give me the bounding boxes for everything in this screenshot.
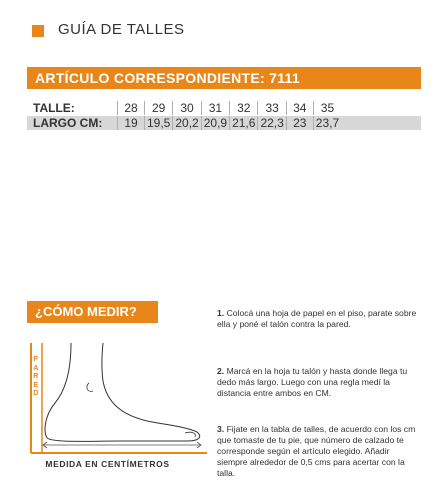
talle-cell: 31 [201, 101, 229, 116]
step-text: Colocá una hoja de papel en el piso, parate sobre ella y poné el talón contra la pared. [217, 308, 417, 329]
page-title: GUÍA DE TALLES [58, 21, 185, 38]
largo-cell: 23 [286, 116, 313, 131]
step-text: Marcá en la hoja tu talón y hasta donde llega tu dedo más largo. Luego con una regla medí la distancia entre ambos en CM. [217, 366, 408, 398]
foot-diagram [27, 341, 212, 463]
instruction-step-1 [217, 308, 417, 330]
size-table [27, 101, 421, 130]
step-number: 3. [217, 424, 225, 434]
talle-cell: 29 [145, 101, 173, 116]
step-number: 2. [217, 366, 225, 376]
largo-label: LARGO CM: [27, 116, 118, 131]
largo-cell: 20,9 [201, 116, 229, 131]
toe-mark [185, 432, 195, 437]
talle-row [27, 101, 421, 116]
article-bar: ARTÍCULO CORRESPONDIENTE: 7111 [27, 67, 421, 89]
talle-cell: 34 [286, 101, 313, 116]
how-to-measure-tab: ¿CÓMO MEDIR? [27, 301, 158, 323]
largo-cell: 19,5 [145, 116, 173, 131]
largo-cell: 21,6 [230, 116, 258, 131]
talle-cell: 32 [230, 101, 258, 116]
talle-label: TALLE: [27, 101, 118, 116]
talle-cell: 35 [313, 101, 341, 116]
measure-label: MEDIDA EN CENTÍMETROS [45, 459, 170, 469]
step-number: 1. [217, 308, 225, 318]
instruction-step-2 [217, 366, 417, 399]
largo-cell: 19 [118, 116, 145, 131]
talle-cell: 28 [118, 101, 145, 116]
talle-cell: 30 [173, 101, 201, 116]
table-filler [341, 116, 421, 131]
largo-cell: 20,2 [173, 116, 201, 131]
step-text: Fijate en la tabla de talles, de acuerdo con los cm que tomaste de tu pie, que número de calzado te corresponde según el artículo elegido. Añadir siempre alrededor de 0,5 cms para acertar con la talla. [217, 424, 416, 478]
table-filler [341, 101, 421, 116]
ankle-mark [87, 383, 93, 391]
wall-label: P A R E D [33, 356, 39, 397]
largo-row [27, 116, 421, 131]
instruction-step-3 [217, 424, 417, 479]
header-square-marker [32, 25, 44, 37]
talle-cell: 33 [258, 101, 286, 116]
largo-cell: 23,7 [313, 116, 341, 131]
foot-outline [45, 343, 200, 441]
largo-cell: 22,3 [258, 116, 286, 131]
